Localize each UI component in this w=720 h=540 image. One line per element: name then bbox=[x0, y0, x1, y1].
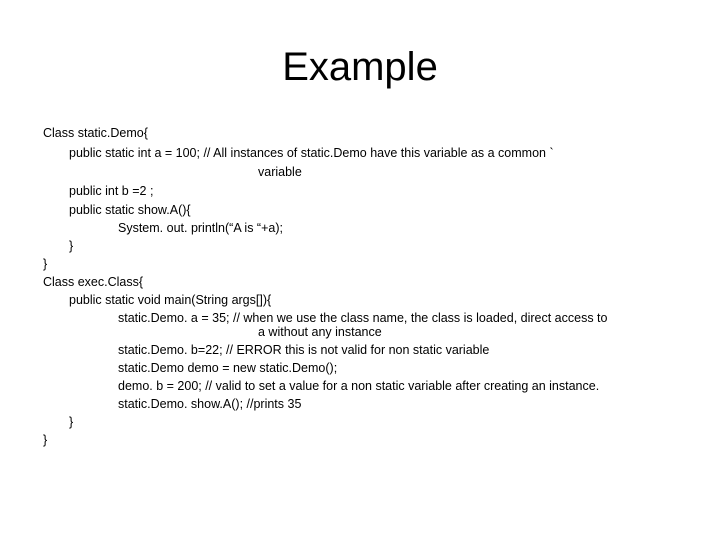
code-line-4: public int b =2 ; bbox=[69, 184, 154, 198]
code-line-10: public static void main(String args[]){ bbox=[69, 293, 272, 307]
code-line-5: public static show.A(){ bbox=[69, 203, 191, 217]
code-line-13: static.Demo. b=22; // ERROR this is not valid for non static variable bbox=[118, 343, 490, 357]
code-line-8: } bbox=[43, 257, 48, 271]
code-line-15: demo. b = 200; // valid to set a value for a non static variable after creating an instance. bbox=[118, 379, 600, 393]
code-line-7: } bbox=[69, 239, 74, 253]
code-line-9: Class exec.Class{ bbox=[43, 275, 144, 289]
code-line-18: } bbox=[43, 433, 48, 447]
code-line-1: Class static.Demo{ bbox=[43, 126, 148, 140]
code-line-6: System. out. println(“A is “+a); bbox=[118, 221, 283, 235]
code-line-14: static.Demo demo = new static.Demo(); bbox=[118, 361, 338, 375]
code-line-3: variable bbox=[258, 165, 302, 179]
code-line-11: static.Demo. a = 35; // when we use the class name, the class is loaded, direct access to bbox=[118, 311, 608, 325]
code-line-12: a without any instance bbox=[258, 325, 382, 339]
code-line-17: } bbox=[69, 415, 74, 429]
code-line-16: static.Demo. show.A(); //prints 35 bbox=[118, 397, 302, 411]
code-line-2: public static int a = 100; // All instances of static.Demo have this variable as a common ` bbox=[69, 146, 554, 160]
slide-title: Example bbox=[282, 45, 438, 89]
